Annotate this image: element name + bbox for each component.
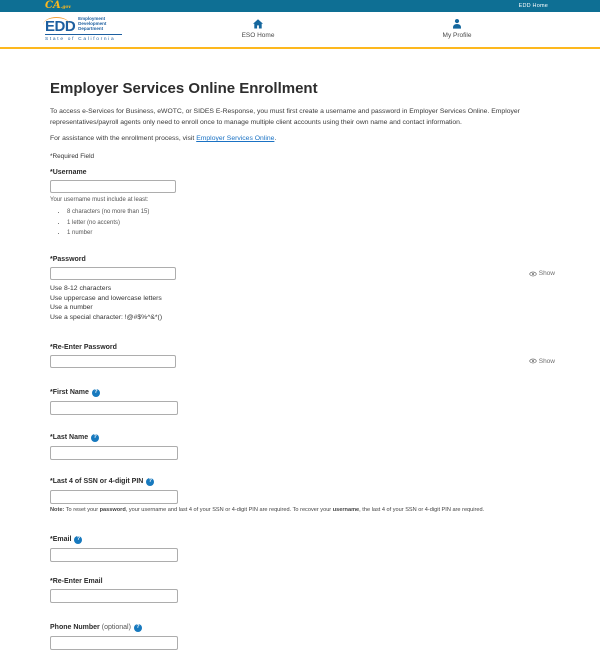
first-name-input[interactable] (50, 401, 178, 415)
profile-icon (433, 18, 481, 30)
assistance-line (50, 135, 560, 142)
password-input[interactable] (50, 267, 176, 280)
help-icon[interactable]: ? (92, 389, 100, 397)
username-requirement: • 1 number (67, 230, 560, 236)
main-content (50, 80, 560, 650)
edd-logo[interactable] (45, 16, 122, 42)
username-requirements-list (67, 209, 560, 236)
email-label: *Email (50, 536, 72, 544)
help-icon[interactable]: ? (91, 434, 99, 442)
employer-services-online-link[interactable]: Employer Services Online (196, 135, 275, 142)
edd-logo-acronym: EDD (45, 17, 76, 35)
ssn-pin-note: Note: To reset your password, your username and last 4 of your SSN or 4-digit PIN are required. To recover your username, the last 4 of your SSN or 4-digit PIN are required. (50, 506, 485, 513)
phone-label: Phone Number (optional) (50, 624, 131, 632)
phone-optional-text: (optional) (101, 624, 131, 632)
help-icon[interactable]: ? (146, 478, 154, 486)
reenter-password-label: *Re-Enter Password (50, 343, 117, 351)
username-hint-title: Your username must include at least: (50, 197, 149, 203)
edd-home-link[interactable]: EDD Home (518, 3, 548, 9)
username-requirement: • 8 characters (no more than 15) (67, 209, 560, 215)
username-label: *Username (50, 169, 87, 176)
show-reenter-password-button[interactable]: Show (520, 355, 560, 368)
home-icon (234, 18, 282, 30)
first-name-section (50, 389, 560, 415)
ssn-pin-section (50, 478, 560, 513)
navbar (0, 12, 600, 49)
required-field-note: *Required Field (50, 153, 95, 160)
intro-paragraph: To access e-Services for Business, eWOTC, or SIDES E-Response, you must first create a username and password in Employer Services Online. Employer representatives/payroll agents only need to enroll once to manage multiple client accounts using their own name and contact information. (50, 108, 520, 126)
password-label: *Password (50, 256, 86, 263)
first-name-label: *First Name (50, 389, 89, 397)
email-input[interactable] (50, 548, 178, 562)
password-section (50, 256, 560, 323)
reenter-password-input[interactable] (50, 355, 176, 368)
assistance-prefix: For assistance with the enrollment process, visit (50, 135, 197, 142)
nav-eso-home[interactable] (234, 18, 282, 39)
username-input[interactable] (50, 180, 176, 193)
page-title: Employer Services Online Enrollment (50, 80, 318, 97)
reenter-password-section (50, 344, 560, 368)
utility-bar (0, 0, 600, 12)
email-section (50, 536, 560, 562)
nav-my-profile[interactable] (433, 18, 481, 39)
reenter-email-label: *Re-Enter Email (50, 577, 103, 585)
edd-logo-state-text: State of California (45, 34, 122, 42)
reenter-email-input[interactable] (50, 589, 178, 603)
ssn-pin-input[interactable] (50, 490, 178, 504)
phone-input[interactable] (50, 636, 178, 650)
help-icon[interactable]: ? (74, 536, 82, 544)
ca-logo-text: CA (45, 0, 61, 11)
username-requirement: • 1 letter (no accents) (67, 220, 560, 226)
eye-icon (529, 358, 537, 364)
assistance-suffix: . (274, 135, 277, 142)
username-section (50, 169, 560, 236)
edd-logo-department-lines: Employment Development Department (78, 16, 107, 32)
ca-logo-gov-text: .gov (60, 5, 72, 10)
help-icon[interactable]: ? (134, 624, 142, 632)
phone-section (50, 624, 560, 650)
last-name-label: *Last Name (50, 434, 89, 442)
eye-icon (529, 271, 537, 277)
ssn-pin-label: *Last 4 of SSN or 4-digit PIN (50, 478, 144, 486)
password-rules: Use 8-12 characters Use uppercase and lowercase letters Use a number Use a special character: !@#$%^&*() (50, 285, 163, 322)
reenter-email-section (50, 578, 560, 603)
nav-my-profile-label: My Profile (442, 32, 472, 39)
last-name-input[interactable] (50, 446, 178, 460)
show-password-button[interactable]: Show (520, 267, 560, 280)
nav-eso-home-label: ESO Home (241, 32, 275, 39)
last-name-section (50, 434, 560, 460)
